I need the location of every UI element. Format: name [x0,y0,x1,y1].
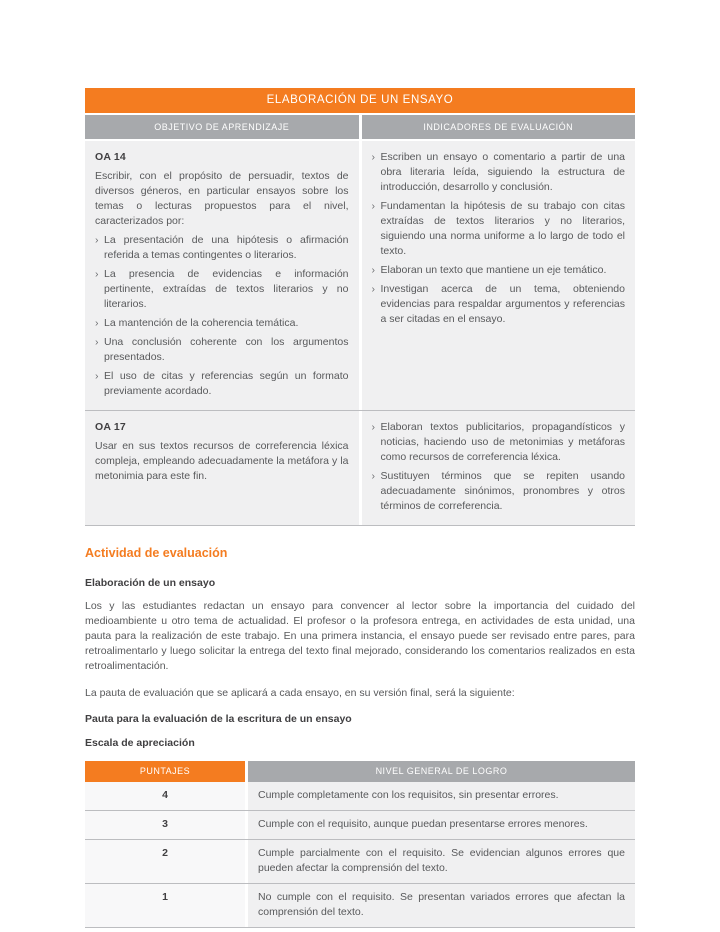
oa14-indicator-bullet: › Escriben un ensayo o comentario a partir de una obra literaria leída, siguiendo la estructura de introducción, desarrollo y conclusión. [372,150,626,195]
table-bottom-border [85,927,635,928]
oa17-objective-cell [85,411,359,525]
activity-subtitle: Elaboración de un ensayo [85,577,216,589]
oa17-indicator-bullet: › Sustituyen términos que se repiten usando adecuadamente sinónimos, pronombres y otros términos de correferencia. [372,469,626,514]
score-description: Cumple completamente con los requisitos, sin presentar errores. [248,782,635,810]
oa17-indicators-cell [362,411,636,525]
score-row-1 [85,884,635,927]
activity-paragraph-2: La pauta de evaluación que se aplicará a cada ensayo, en su versión final, será la siguiente: [85,687,515,699]
table-row-oa17 [85,411,635,525]
oa14-objective-bullet: › El uso de citas y referencias según un formato previamente acordado. [95,369,349,399]
column-header-nivel: NIVEL GENERAL DE LOGRO [248,761,635,782]
column-header-puntajes: PUNTAJES [85,761,245,782]
oa14-indicator-bullet: › Investigan acerca de un tema, obteniendo evidencias para respaldar argumentos y referencias a ser citadas en el ensayo. [372,282,626,327]
table-row-oa14 [85,141,635,410]
score-description: No cumple con el requisito. Se presentan variados errores que afectan la comprensión del texto. [248,884,635,927]
score-row-3 [85,811,635,839]
oa14-indicator-bullet: › Elaboran un texto que mantiene un eje temático. [372,263,626,278]
oa14-objective-bullet: › Una conclusión coherente con los argumentos presentados. [95,335,349,365]
score-description: Cumple con el requisito, aunque puedan presentarse errores menores. [248,811,635,839]
oa14-objective-bullet: › La mantención de la coherencia temática. [95,316,349,331]
oa17-intro: Usar en sus textos recursos de correferencia léxica compleja, empleando adecuadamente la metáfora y la metonimia para este fin. [95,440,349,482]
oa14-intro: Escribir, con el propósito de persuadir, textos de diversos géneros, en particular ensayos sobre los temas o lecturas propuestos para el nivel, caracterizados por: [95,170,349,227]
table-bottom-border [85,525,635,526]
oa14-indicator-bullet: › Fundamentan la hipótesis de su trabajo con citas extraídas de textos literarios y no literarios, siguiendo una norma uniforme a lo largo de todo el texto. [372,199,626,259]
score-value: 2 [85,840,245,883]
score-value: 1 [85,884,245,927]
column-header-objetivo: OBJETIVO DE APRENDIZAJE [85,115,359,139]
oa17-indicator-bullet: › Elaboran textos publicitarios, propagandísticos y noticias, haciendo uso de metonimias y metáforas como recursos de correferencia léxica. [372,420,626,465]
score-table-header-row [85,761,635,782]
oa-table-header-row [85,115,635,139]
oa14-indicators-cell [362,141,636,410]
score-row-4 [85,782,635,810]
score-table [85,761,635,928]
oa-table-title: ELABORACIÓN DE UN ENSAYO [85,88,635,113]
score-value: 4 [85,782,245,810]
rubric-title: Pauta para la evaluación de la escritura de un ensayo [85,713,352,725]
score-row-2 [85,840,635,883]
score-value: 3 [85,811,245,839]
oa14-objective-cell [85,141,359,410]
section-title-actividad: Actividad de evaluación [85,546,228,560]
document-page [85,88,635,928]
oa17-code: OA 17 [95,421,126,433]
score-description: Cumple parcialmente con el requisito. Se evidencian algunos errores que pueden afectar la comprensión del texto. [248,840,635,883]
column-header-indicadores: INDICADORES DE EVALUACIÓN [362,115,636,139]
oa14-objective-bullet: › La presentación de una hipótesis o afirmación referida a temas contingentes o literarios. [95,233,349,263]
scale-title: Escala de apreciación [85,737,195,749]
activity-paragraph: Los y las estudiantes redactan un ensayo para convencer al lector sobre la importancia del cuidado del medioambiente u otro tema de actualidad. El profesor o la profesora entrega, en actividades de esta unidad, una pauta para la realización de este trabajo. En una primera instancia, el ensayo puede ser revisado entre pares, para retroalimentarlo y luego solicitar la entrega del texto final mejorado, considerando los comentarios realizados en esta retroalimentación. [85,600,635,672]
oa14-objective-bullet: › La presencia de evidencias e información pertinente, extraídas de textos literarios y no literarios. [95,267,349,312]
oa-table [85,88,635,526]
oa14-code: OA 14 [95,151,126,163]
